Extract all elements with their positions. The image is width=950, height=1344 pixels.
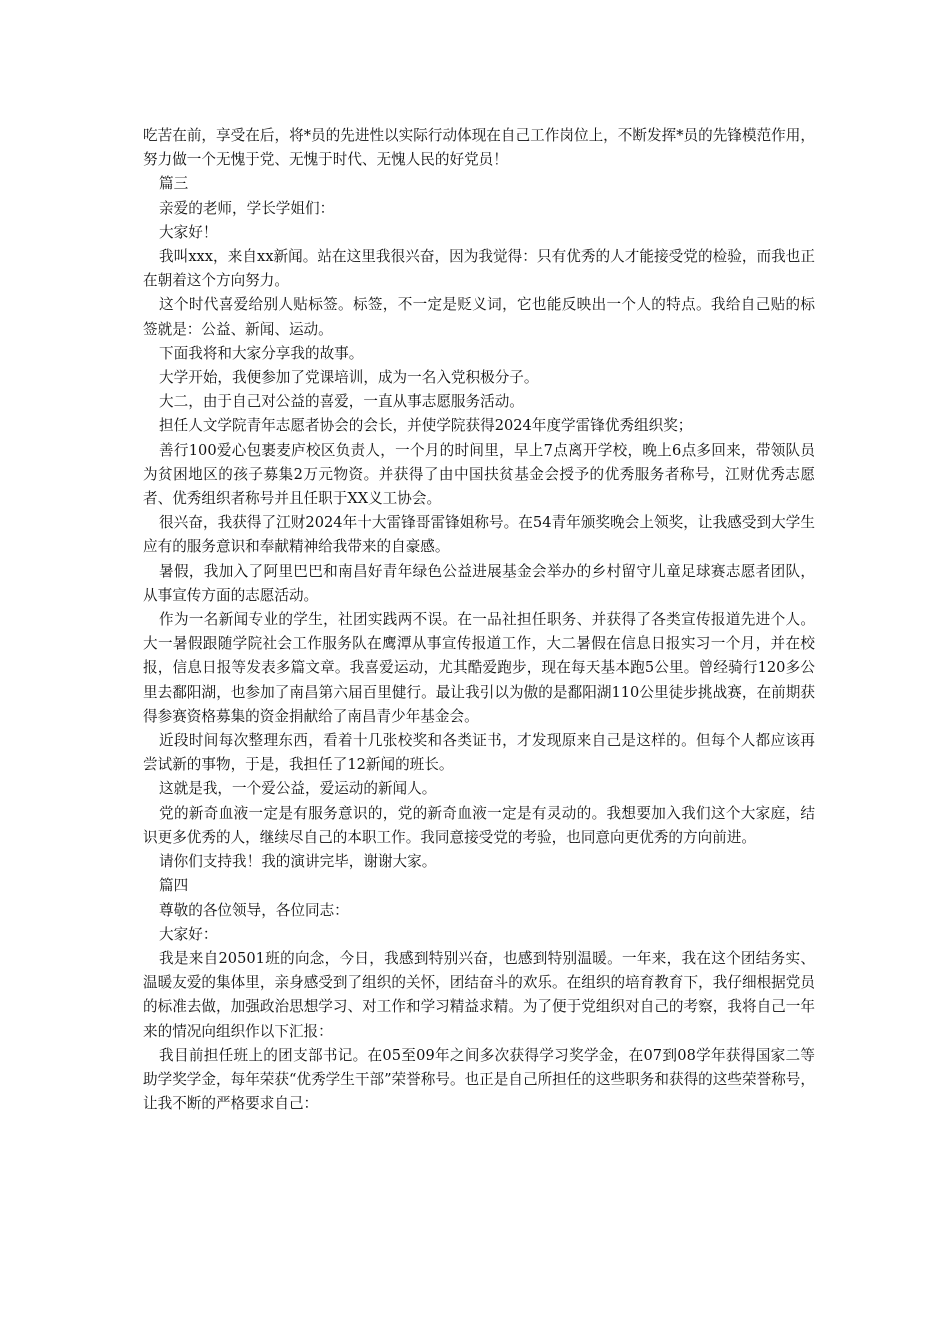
- paragraph: 很兴奋，我获得了江财2024年十大雷锋哥雷锋姐称号。在54青年颁奖晚会上领奖，让我感受到大学生应有的服务意识和奉献精神给我带来的自豪感。: [143, 514, 815, 556]
- paragraph: 请你们支持我！我的演讲完毕，谢谢大家。: [159, 853, 437, 871]
- greeting: 大家好！: [159, 223, 218, 241]
- paragraph: 大学开始，我便参加了党课培训，成为一名入党积极分子。: [159, 369, 539, 387]
- paragraph: 近段时间每次整理东西，看着十几张校奖和各类证书，才发现原来自己是这样的。但每个人都应该再尝试新的事物，于是，我担任了12新闻的班长。: [143, 732, 815, 774]
- document-body: [143, 124, 815, 1116]
- salutation: 亲爱的老师，学长学姐们：: [159, 199, 335, 217]
- paragraph: 大二，由于自己对公益的喜爱，一直从事志愿服务活动。: [159, 393, 524, 411]
- paragraph: 我目前担任班上的团支部书记。在05至09年之间多次获得学习奖学金，在07到08学年获得国家二等助学奖学金，每年荣获“优秀学生干部”荣誉称号。也正是自己所担任的这些职务和获得的这些荣誉称号，让我不断的严格要求自己：: [143, 1046, 815, 1113]
- greeting: 大家好：: [159, 925, 218, 943]
- paragraph: 吃苦在前，享受在后，将*员的先进性以实际行动体现在自己工作岗位上，不断发挥*员的先锋模范作用，努力做一个无愧于党、无愧于时代、无愧人民的好党员！: [143, 127, 815, 169]
- paragraph: 我叫xxx，来自xx新闻。站在这里我很兴奋，因为我觉得：只有优秀的人才能接受党的检验，而我也正在朝着这个方向努力。: [143, 248, 815, 290]
- paragraph: 暑假，我加入了阿里巴巴和南昌好青年绿色公益进展基金会举办的乡村留守儿童足球赛志愿者团队，从事宣传方面的志愿活动。: [143, 562, 815, 604]
- section-heading: 篇三: [159, 175, 189, 193]
- paragraph: 作为一名新闻专业的学生，社团实践两不误。在一品社担任职务、并获得了各类宣传报道先进个人。大一暑假跟随学院社会工作服务队在鹰潭从事宣传报道工作，大二暑假在信息日报实习一个月，并在校报，信息日报等发表多篇文章。我喜爱运动，尤其酷爱跑步，现在每天基本跑5公里。曾经骑行120多公里去鄱阳湖，也参加了南昌第六届百里健行。最让我引以为傲的是鄱阳湖110公里徒步挑战赛，在前期获得参赛资格募集的资金捐献给了南昌青少年基金会。: [143, 611, 815, 725]
- paragraph: 党的新奇血液一定是有服务意识的，党的新奇血液一定是有灵动的。我想要加入我们这个大家庭，结识更多优秀的人，继续尽自己的本职工作。我同意接受党的考验，也同意向更优秀的方向前进。: [143, 804, 815, 846]
- paragraph: 担任人文学院青年志愿者协会的会长，并使学院获得2024年度学雷锋优秀组织奖；: [159, 417, 693, 435]
- paragraph: 这个时代喜爱给别人贴标签。标签，不一定是贬义词，它也能反映出一个人的特点。我给自己贴的标签就是：公益、新闻、运动。: [143, 296, 815, 338]
- paragraph: 这就是我，一个爱公益，爱运动的新闻人。: [159, 780, 437, 798]
- paragraph: 善行100爱心包裹麦庐校区负责人，一个月的时间里，早上7点离开学校，晚上6点多回来，带领队员为贫困地区的孩子募集2万元物资。并获得了由中国扶贫基金会授予的优秀服务者称号，江财优秀志愿者、优秀组织者称号并且任职于XX义工协会。: [143, 441, 815, 508]
- section-heading: 篇四: [159, 877, 189, 895]
- paragraph: 我是来自20501班的向念，今日，我感到特别兴奋，也感到特别温暖。一年来，我在这个团结务实、温暖友爱的集体里，亲身感受到了组织的关怀，团结奋斗的欢乐。在组织的培育教育下，我仔细根据党员的标准去做，加强政治思想学习、对工作和学习精益求精。为了便于党组织对自己的考察，我将自己一年来的情况向组织作以下汇报：: [143, 949, 815, 1040]
- paragraph: 下面我将和大家分享我的故事。: [159, 344, 364, 362]
- salutation: 尊敬的各位领导，各位同志：: [159, 901, 349, 919]
